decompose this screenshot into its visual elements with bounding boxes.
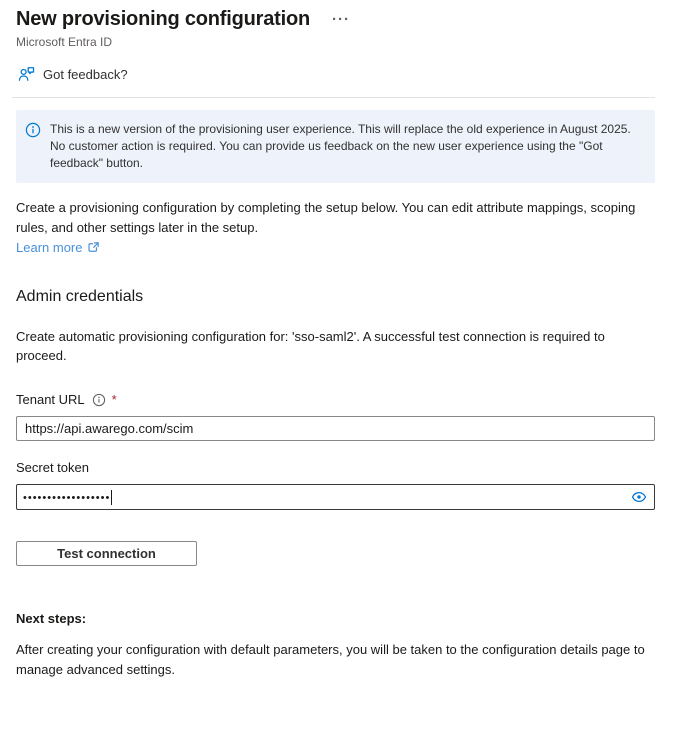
info-icon <box>25 122 41 138</box>
got-feedback-button[interactable] <box>16 64 132 85</box>
page-subtitle: Microsoft Entra ID <box>16 35 113 49</box>
tenant-url-label: Tenant URL <box>16 392 85 407</box>
external-link-icon <box>87 241 100 254</box>
info-tooltip-icon[interactable] <box>92 393 106 407</box>
ellipsis-icon: ··· <box>332 11 351 28</box>
info-banner-text: This is a new version of the provisioning user experience. This will replace the old experience in August 2025. No customer action is required. You can provide us feedback on the new user experience using the "Got feedback" button. <box>50 122 631 170</box>
test-connection-button[interactable]: Test connection <box>16 541 197 566</box>
tenant-url-input[interactable] <box>16 416 655 441</box>
secret-token-masked-value: •••••••••••••••••• <box>23 491 111 504</box>
secret-token-input[interactable] <box>16 484 655 510</box>
tenant-url-field <box>16 392 655 441</box>
intro-text: Create a provisioning configuration by completing the setup below. You can edit attribute mappings, scoping rules, and other settings later in the setup. <box>16 200 636 235</box>
secret-token-field <box>16 460 655 510</box>
command-bar <box>16 64 655 88</box>
reveal-password-button[interactable] <box>629 487 649 507</box>
next-steps-heading: Next steps: <box>16 611 87 626</box>
eye-icon <box>631 489 647 505</box>
got-feedback-label: Got feedback? <box>43 67 128 82</box>
feedback-icon <box>18 66 35 83</box>
page-title: New provisioning configuration <box>16 8 311 30</box>
learn-more-link[interactable] <box>16 240 100 255</box>
next-steps-text: After creating your configuration with default parameters, you will be taken to the configuration details page to manage advanced settings. <box>16 642 645 677</box>
text-cursor <box>111 490 112 505</box>
more-menu-button[interactable] <box>328 8 354 32</box>
page-header <box>16 8 655 49</box>
toolbar-divider <box>12 97 655 98</box>
info-banner <box>16 110 655 183</box>
admin-credentials-heading: Admin credentials <box>16 288 144 305</box>
required-marker: * <box>111 392 117 407</box>
learn-more-label: Learn more <box>16 240 83 255</box>
secret-token-label: Secret token <box>16 460 89 475</box>
admin-credentials-description: Create automatic provisioning configuration for: 'sso-saml2'. A successful test connection is required to proceed. <box>16 329 605 363</box>
